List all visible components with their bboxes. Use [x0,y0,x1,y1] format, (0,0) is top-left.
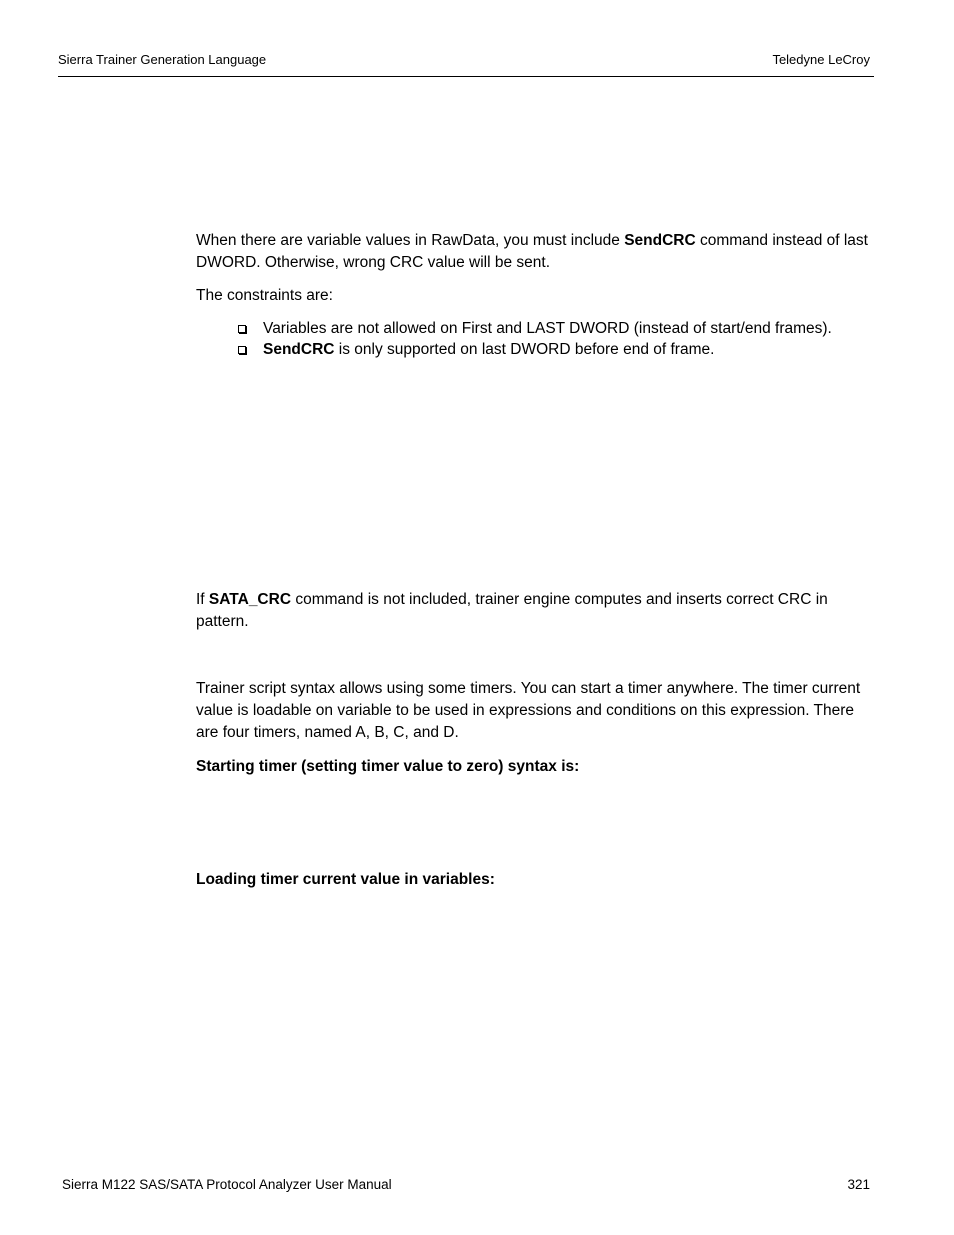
constraints-list [238,318,858,360]
paragraph-sendcrc [196,230,874,274]
list-item-text: is only supported on last DWORD before end of frame. [334,341,715,358]
list-item-text: Variables are not allowed on First and LAST DWORD (instead of start/end frames). [263,320,832,337]
page-header [58,52,874,77]
header-company: Teledyne LeCroy [772,52,870,67]
bold-term-sendcrc: SendCRC [263,341,335,358]
page-number: 321 [847,1177,870,1192]
footer-manual-title: Sierra M122 SAS/SATA Protocol Analyzer User Manual [62,1177,392,1192]
text-run: If [196,591,209,608]
text-run: command instead of last DWORD. Otherwise, wrong CRC value will be sent. [196,232,868,271]
text-run: When there are variable values in RawData, you must include [196,232,625,249]
constraints-intro: The constraints are: [196,287,333,304]
paragraph-timers [196,678,874,744]
checkbox-bullet-icon [238,325,246,333]
heading-loading-timer: Loading timer current value in variables: [196,871,495,888]
bold-term-sendcrc: SendCRC [624,232,696,249]
paragraph-sata-crc [196,589,874,633]
paragraph-constraints [196,285,874,307]
text-run: command is not included, trainer engine computes and inserts correct CRC in pattern. [196,591,828,630]
heading-starting-timer: Starting timer (setting timer value to zero) syntax is: [196,758,580,775]
bold-term-sata-crc: SATA_CRC [208,591,292,608]
checkbox-bullet-icon [238,346,246,354]
header-title: Sierra Trainer Generation Language [58,52,267,67]
list-item [238,339,858,360]
list-item [238,318,858,339]
timers-description: Trainer script syntax allows using some timers. You can start a timer anywhere. The timer current value is loadable on variable to be used in expressions and conditions on this expression. There are four timers, named A, B, C, and D. [196,680,861,741]
